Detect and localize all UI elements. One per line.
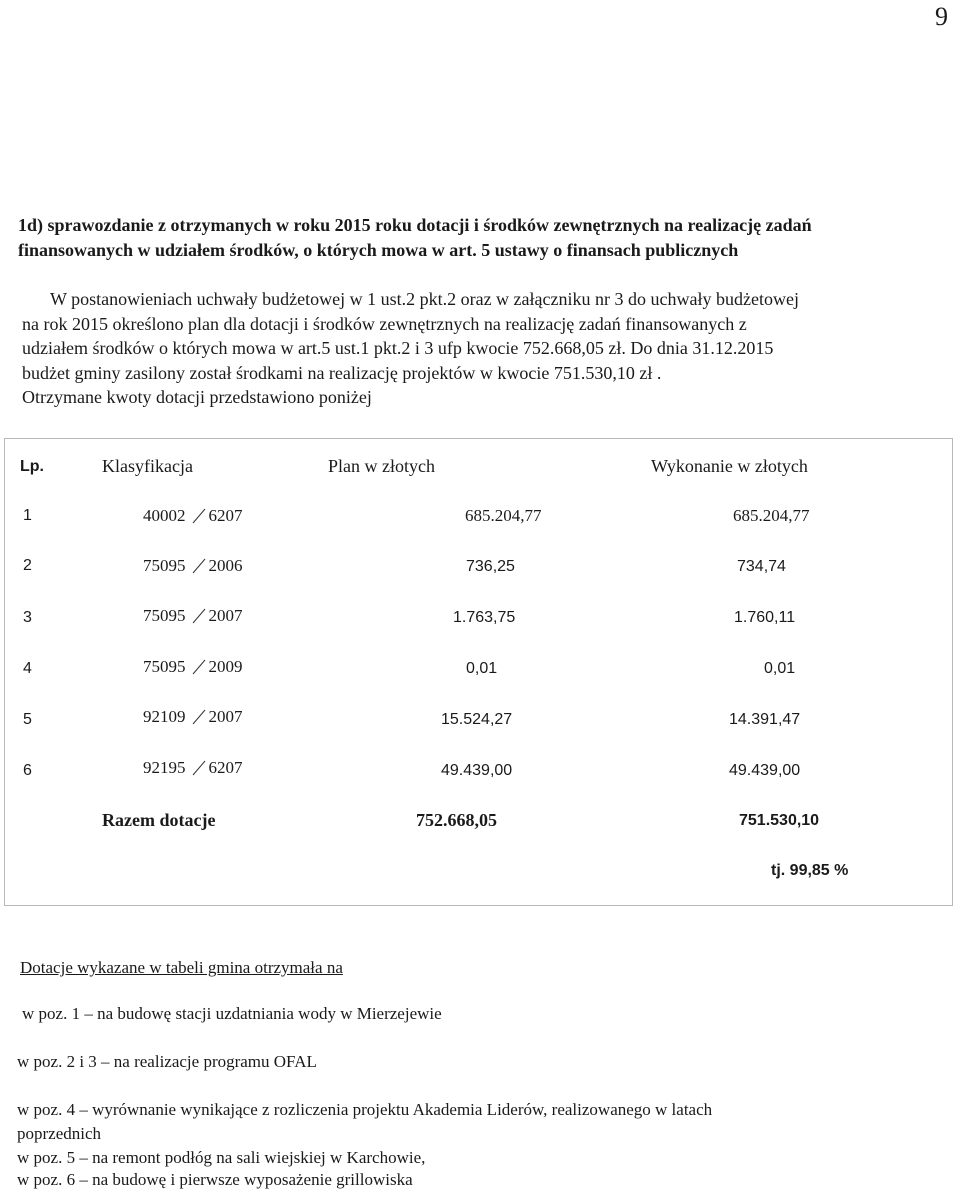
section-heading-line: 1d) sprawozdanie z otrzymanych w roku 2015 roku dotacji i środków zewnętrznych na realizację zadań: [18, 215, 812, 235]
row-lp: 4: [23, 660, 32, 677]
row-wykonanie: 14.391,47: [729, 711, 801, 728]
note-item: w poz. 6 – na budowę i pierwsze wyposażenie grillowiska: [17, 1170, 413, 1189]
row-wykonanie: 734,74: [737, 558, 786, 575]
note-item: w poz. 4 – wyrównanie wynikające z rozliczenia projektu Akademia Liderów, realizowanego w latach: [17, 1100, 713, 1119]
row-paragraf: 2009: [208, 657, 243, 676]
total-plan: 752.668,05: [416, 810, 497, 830]
row-plan: 15.524,27: [441, 711, 513, 728]
row-plan: 736,25: [466, 558, 515, 575]
row-plan: 1.763,75: [453, 609, 516, 626]
row-lp: 5: [23, 711, 32, 728]
row-lp: 2: [23, 557, 32, 574]
row-paragraf: 2007: [208, 707, 243, 726]
row-lp: 1: [23, 507, 32, 524]
row-classification: [143, 707, 243, 727]
row-wykonanie: 685.204,77: [733, 506, 810, 525]
row-dzial: 92109: [143, 707, 186, 726]
note-item: w poz. 5 – na remont podłóg na sali wiejskiej w Karchowie,: [17, 1148, 426, 1167]
row-wykonanie: 1.760,11: [734, 609, 796, 626]
classification-separator-icon: [192, 709, 206, 725]
row-dzial: 75095: [143, 556, 186, 575]
row-dzial: 92195: [143, 758, 186, 777]
note-item: w poz. 1 – na budowę stacji uzdatniania wody w Mierzejewie: [22, 1004, 442, 1023]
row-dzial: 75095: [143, 606, 186, 625]
row-wykonanie: 0,01: [764, 660, 796, 677]
row-classification: [143, 556, 243, 576]
classification-separator-icon: [192, 508, 206, 524]
row-dzial: 75095: [143, 657, 186, 676]
paragraph-line: Otrzymane kwoty dotacji przedstawiono poniżej: [22, 387, 372, 407]
page-number: 9: [935, 2, 948, 31]
total-label: Razem dotacje: [102, 810, 216, 830]
row-plan: 0,01: [466, 660, 498, 677]
total-wykonanie: 751.530,10: [739, 812, 820, 829]
header-plan: Plan w złotych: [328, 456, 435, 476]
header-lp: Lp.: [20, 458, 44, 475]
row-plan: 49.439,00: [441, 762, 513, 779]
row-wykonanie: 49.439,00: [729, 762, 801, 779]
row-lp: 6: [23, 762, 32, 779]
classification-separator-icon: [192, 608, 206, 624]
header-wykonanie: Wykonanie w złotych: [651, 456, 808, 476]
row-classification: [143, 758, 243, 778]
row-classification: [143, 606, 243, 626]
row-plan: 685.204,77: [465, 506, 542, 525]
row-dzial: 40002: [143, 506, 186, 525]
header-klasyfikacja: Klasyfikacja: [102, 456, 193, 476]
percent-fulfilled: tj. 99,85 %: [771, 862, 849, 879]
paragraph-line: na rok 2015 określono plan dla dotacji i środków zewnętrznych na realizację zadań finansowanych z: [22, 313, 747, 334]
section-heading: [18, 213, 812, 263]
row-classification: [143, 506, 243, 526]
paragraph-line: udziałem środków o których mowa w art.5 ust.1 pkt.2 i 3 ufp kwocie 752.668,05 zł. Do dnia 31.12.2015: [22, 338, 774, 358]
notes-title: Dotacje wykazane w tabeli gmina otrzymała na: [20, 958, 343, 977]
note-item: poprzednich: [17, 1124, 102, 1143]
note-item: w poz. 2 i 3 – na realizacje programu OFAL: [17, 1052, 317, 1071]
intro-paragraph: [22, 287, 799, 410]
classification-separator-icon: [192, 659, 206, 675]
row-paragraf: 6207: [208, 758, 243, 777]
row-paragraf: 2006: [208, 556, 243, 575]
classification-separator-icon: [192, 760, 206, 776]
row-paragraf: 2007: [208, 606, 243, 625]
paragraph-line: budżet gminy zasilony został środkami na realizację projektów w kwocie 751.530,10 zł .: [22, 362, 662, 383]
paragraph-line: W postanowieniach uchwały budżetowej w 1 ust.2 pkt.2 oraz w załączniku nr 3 do uchwały budżetowej: [50, 289, 799, 309]
classification-separator-icon: [192, 558, 206, 574]
row-paragraf: 6207: [208, 506, 243, 525]
row-lp: 3: [23, 609, 32, 626]
row-classification: [143, 657, 243, 677]
section-heading-line: finansowanych w udziałem środków, o których mowa w art. 5 ustawy o finansach publicznych: [18, 240, 739, 260]
